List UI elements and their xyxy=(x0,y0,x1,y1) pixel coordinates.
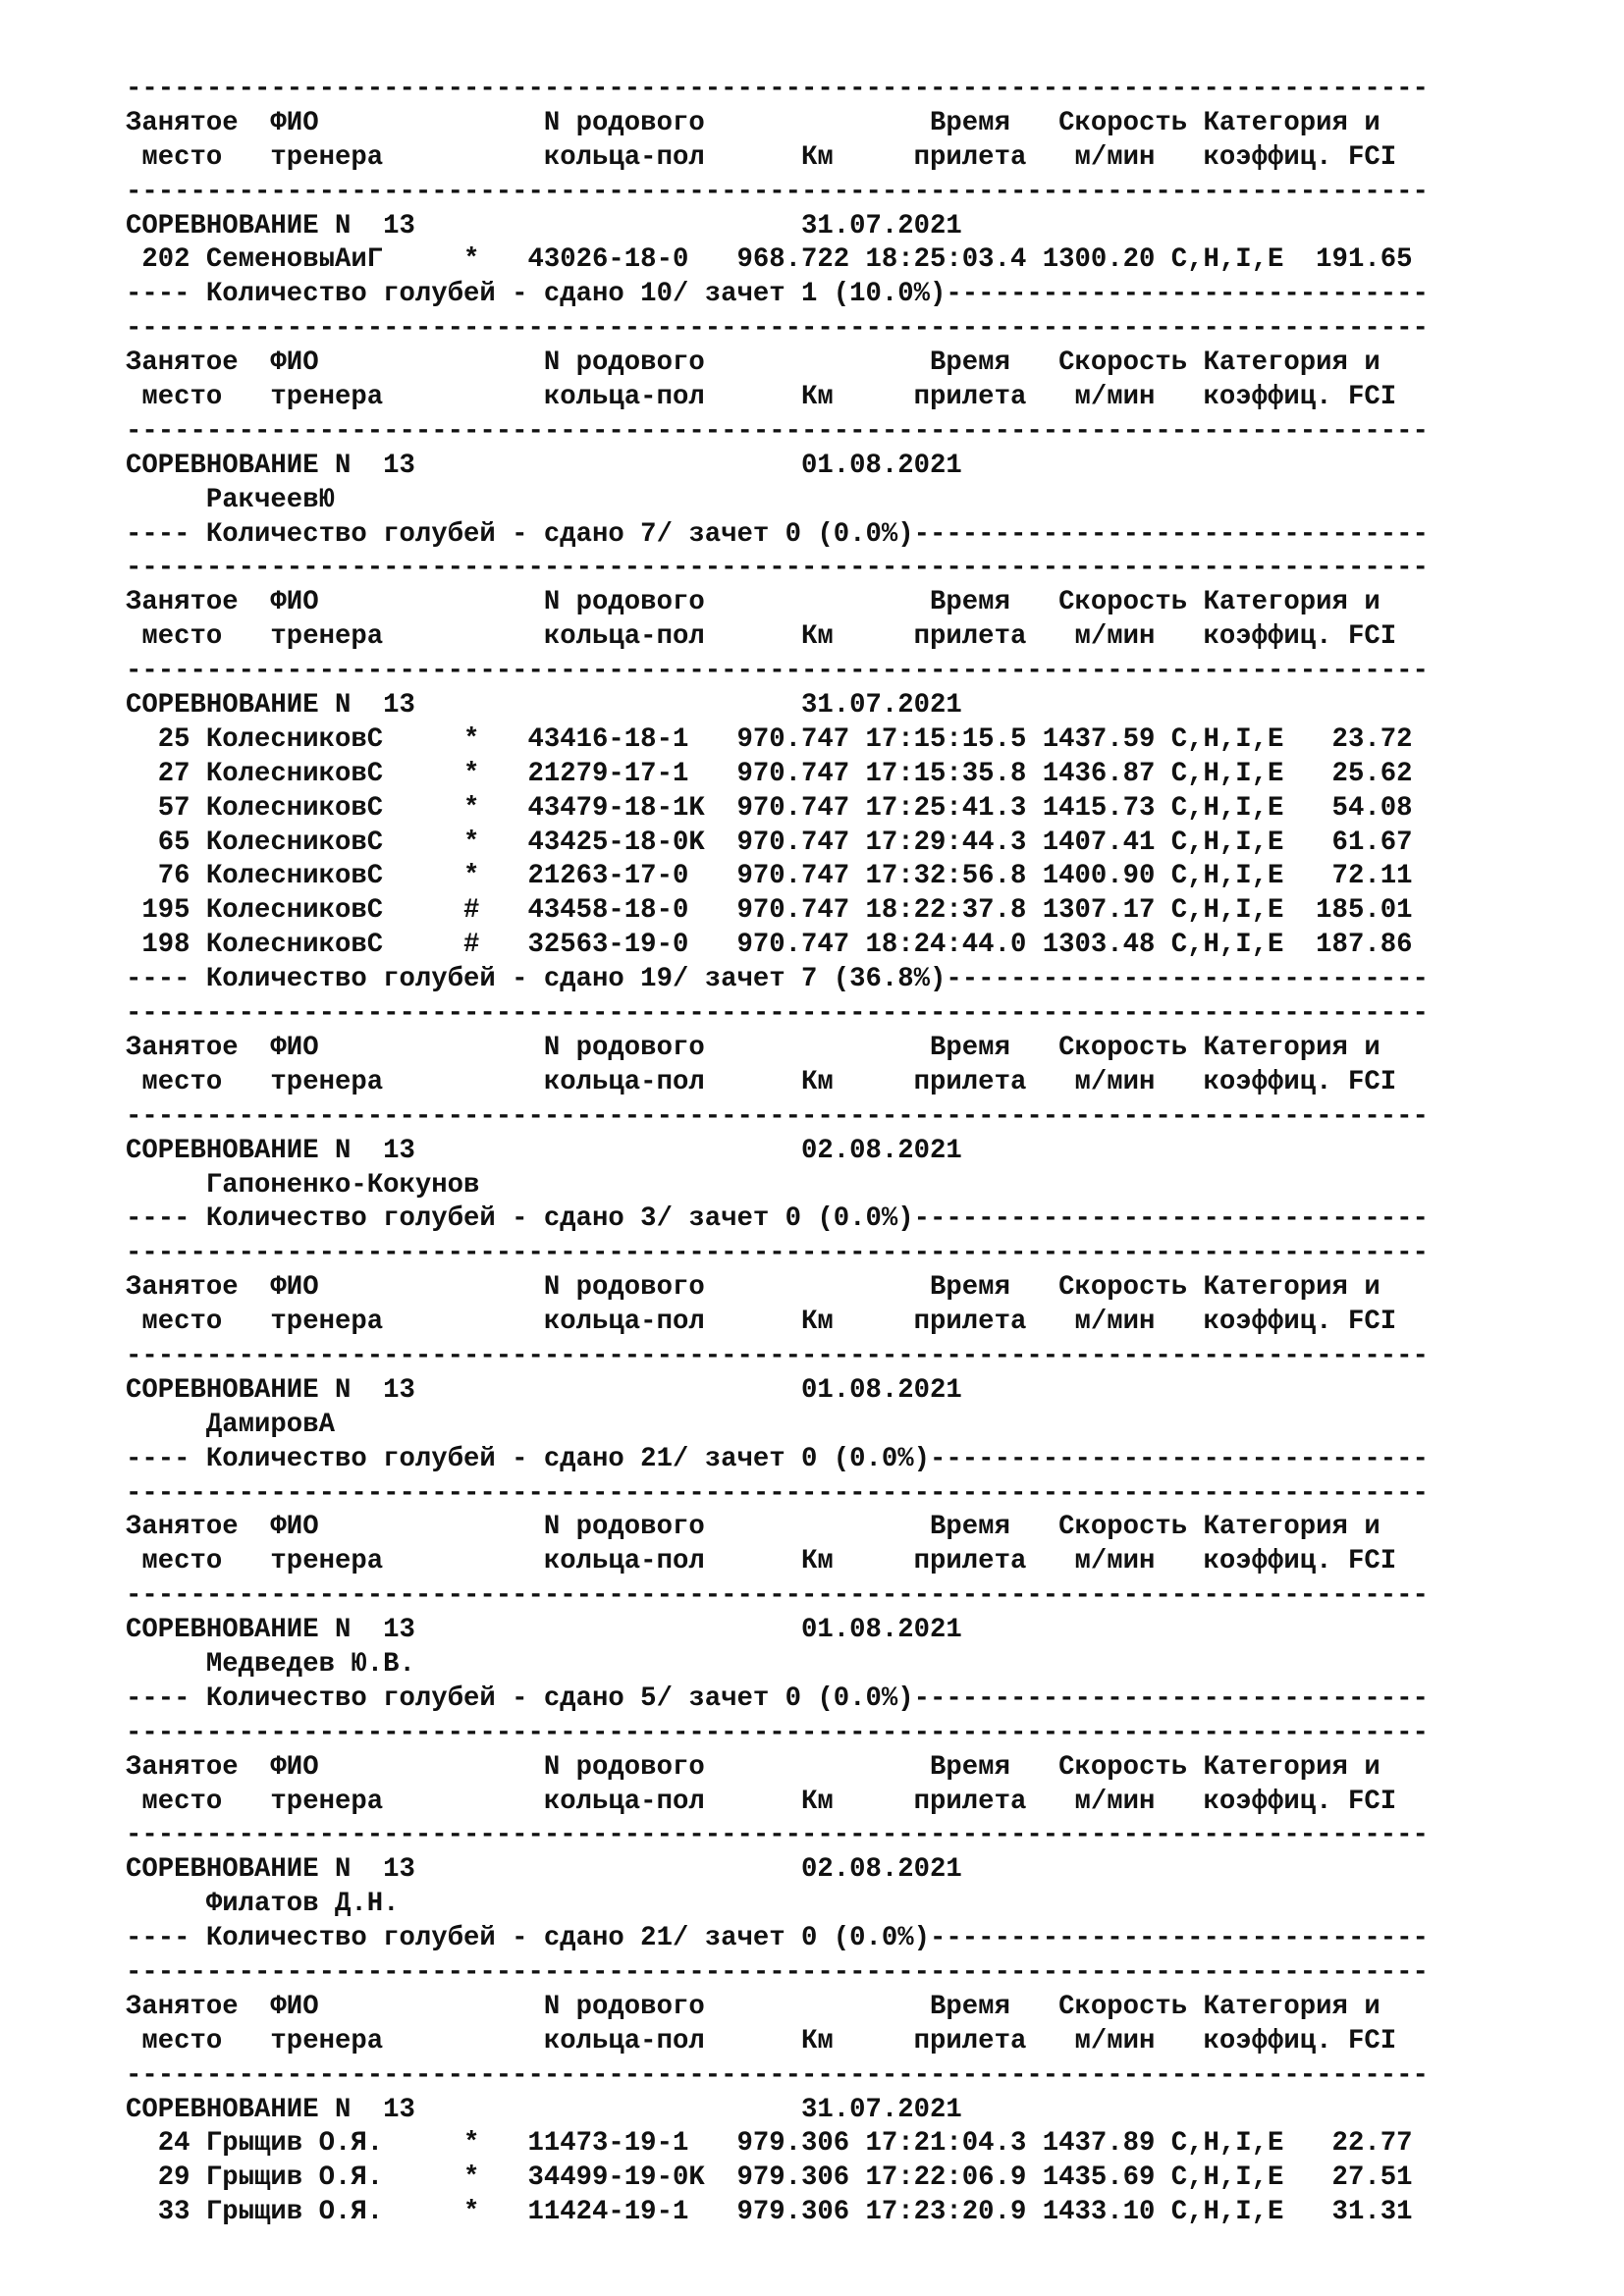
competition-header: СОРЕВНОВАНИЕ N 13 02.08.2021 xyxy=(126,1854,962,1886)
separator-line: --------------------------------------------------------------------------------- xyxy=(126,415,1429,447)
result-row: 195 КолесниковС # 43458-18-0 970.747 18:22:37.8 1307.17 C,H,I,E 185.01 xyxy=(126,895,1413,927)
column-header-line: Занятое ФИО N родового Время Скорость Категория и xyxy=(126,1272,1380,1304)
participant-name: Гапоненко-Кокунов xyxy=(126,1169,480,1201)
competition-header: СОРЕВНОВАНИЕ N 13 01.08.2021 xyxy=(126,1615,962,1646)
column-header-line: место тренера кольца-пол Км прилета м/мин коэффиц. FCI xyxy=(126,621,1397,653)
summary-line: ---- Количество голубей - сдано 21/ зачет 0 (0.0%)------------------------------- xyxy=(126,1443,1429,1474)
separator-line: --------------------------------------------------------------------------------- xyxy=(126,74,1429,104)
summary-line: ---- Количество голубей - сдано 3/ зачет 0 (0.0%)-------------------------------- xyxy=(126,1203,1429,1235)
column-header-line: место тренера кольца-пол Км прилета м/мин коэффиц. FCI xyxy=(126,1546,1397,1577)
result-row: 27 КолесниковС * 21279-17-1 970.747 17:15:35.8 1436.87 C,H,I,E 25.62 xyxy=(126,758,1413,789)
result-row: 29 Грыщив О.Я. * 34499-19-0K 979.306 17:22:06.9 1435.69 C,H,I,E 27.51 xyxy=(126,2163,1413,2194)
column-header-line: место тренера кольца-пол Км прилета м/мин коэффиц. FCI xyxy=(126,382,1397,413)
separator-line: --------------------------------------------------------------------------------- xyxy=(126,1238,1429,1269)
column-header-line: Занятое ФИО N родового Время Скорость Категория и xyxy=(126,1991,1380,2022)
competition-header: СОРЕВНОВАНИЕ N 13 01.08.2021 xyxy=(126,1374,962,1406)
column-header-line: Занятое ФИО N родового Время Скорость Категория и xyxy=(126,107,1380,138)
result-row: 33 Грыщив О.Я. * 11424-19-1 979.306 17:23:20.9 1433.10 C,H,I,E 31.31 xyxy=(126,2197,1413,2228)
result-row: 198 КолесниковС # 32563-19-0 970.747 18:24:44.0 1303.48 C,H,I,E 187.86 xyxy=(126,930,1413,961)
separator-line: --------------------------------------------------------------------------------- xyxy=(126,1100,1429,1132)
column-header-line: место тренера кольца-пол Км прилета м/мин коэффиц. FCI xyxy=(126,1066,1397,1097)
separator-line: --------------------------------------------------------------------------------- xyxy=(126,1340,1429,1371)
separator-line: --------------------------------------------------------------------------------- xyxy=(126,1477,1429,1509)
result-row: 76 КолесниковС * 21263-17-0 970.747 17:32:56.8 1400.90 C,H,I,E 72.11 xyxy=(126,861,1413,892)
competition-header: СОРЕВНОВАНИЕ N 13 01.08.2021 xyxy=(126,450,962,481)
column-header-line: Занятое ФИО N родового Время Скорость Категория и xyxy=(126,587,1380,618)
result-row: 202 СеменовыАиГ * 43026-18-0 968.722 18:25:03.4 1300.20 C,H,I,E 191.65 xyxy=(126,244,1413,276)
result-row: 25 КолесниковС * 43416-18-1 970.747 17:15:15.5 1437.59 C,H,I,E 23.72 xyxy=(126,723,1413,755)
results-report xyxy=(126,73,1429,2230)
separator-line: --------------------------------------------------------------------------------- xyxy=(126,656,1429,687)
separator-line: --------------------------------------------------------------------------------- xyxy=(126,1956,1429,1988)
column-header-line: Занятое ФИО N родового Время Скорость Категория и xyxy=(126,1032,1380,1063)
column-header-line: место тренера кольца-пол Км прилета м/мин коэффиц. FCI xyxy=(126,1307,1397,1338)
competition-header: СОРЕВНОВАНИЕ N 13 31.07.2021 xyxy=(126,2094,962,2125)
result-row: 57 КолесниковС * 43479-18-1K 970.747 17:25:41.3 1415.73 C,H,I,E 54.08 xyxy=(126,792,1413,824)
summary-line: ---- Количество голубей - сдано 5/ зачет 0 (0.0%)-------------------------------- xyxy=(126,1682,1429,1714)
separator-line: --------------------------------------------------------------------------------- xyxy=(126,1820,1429,1851)
participant-name: РакчеевЮ xyxy=(126,484,335,515)
separator-line: --------------------------------------------------------------------------------- xyxy=(126,313,1429,345)
participant-name: Филатов Д.Н. xyxy=(126,1889,400,1920)
result-row: 65 КолесниковС * 43425-18-0K 970.747 17:29:44.3 1407.41 C,H,I,E 61.67 xyxy=(126,827,1413,858)
separator-line: --------------------------------------------------------------------------------- xyxy=(126,553,1429,584)
participant-name: Медведев Ю.В. xyxy=(126,1648,415,1680)
competition-header: СОРЕВНОВАНИЕ N 13 31.07.2021 xyxy=(126,690,962,721)
column-header-line: Занятое ФИО N родового Время Скорость Категория и xyxy=(126,347,1380,379)
participant-name: ДамировА xyxy=(126,1409,335,1440)
column-header-line: место тренера кольца-пол Км прилета м/мин коэффиц. FCI xyxy=(126,2025,1397,2056)
result-row: 24 Грыщив О.Я. * 11473-19-1 979.306 17:21:04.3 1437.89 C,H,I,E 22.77 xyxy=(126,2128,1413,2160)
summary-line: ---- Количество голубей - сдано 19/ зачет 7 (36.8%)------------------------------ xyxy=(126,964,1429,995)
column-header-line: место тренера кольца-пол Км прилета м/мин коэффиц. FCI xyxy=(126,141,1397,173)
separator-line: --------------------------------------------------------------------------------- xyxy=(126,1717,1429,1748)
column-header-line: место тренера кольца-пол Км прилета м/мин коэффиц. FCI xyxy=(126,1786,1397,1817)
separator-line: --------------------------------------------------------------------------------- xyxy=(126,998,1429,1030)
competition-header: СОРЕВНОВАНИЕ N 13 02.08.2021 xyxy=(126,1135,962,1166)
separator-line: --------------------------------------------------------------------------------- xyxy=(126,1580,1429,1612)
summary-line: ---- Количество голубей - сдано 21/ зачет 0 (0.0%)------------------------------- xyxy=(126,1923,1429,1954)
column-header-line: Занятое ФИО N родового Время Скорость Категория и xyxy=(126,1751,1380,1783)
separator-line: --------------------------------------------------------------------------------- xyxy=(126,176,1429,207)
competition-header: СОРЕВНОВАНИЕ N 13 31.07.2021 xyxy=(126,210,962,241)
separator-line: --------------------------------------------------------------------------------- xyxy=(126,2059,1429,2091)
summary-line: ---- Количество голубей - сдано 10/ зачет 1 (10.0%)------------------------------ xyxy=(126,279,1429,310)
column-header-line: Занятое ФИО N родового Время Скорость Категория и xyxy=(126,1512,1380,1543)
summary-line: ---- Количество голубей - сдано 7/ зачет 0 (0.0%)-------------------------------- xyxy=(126,518,1429,550)
